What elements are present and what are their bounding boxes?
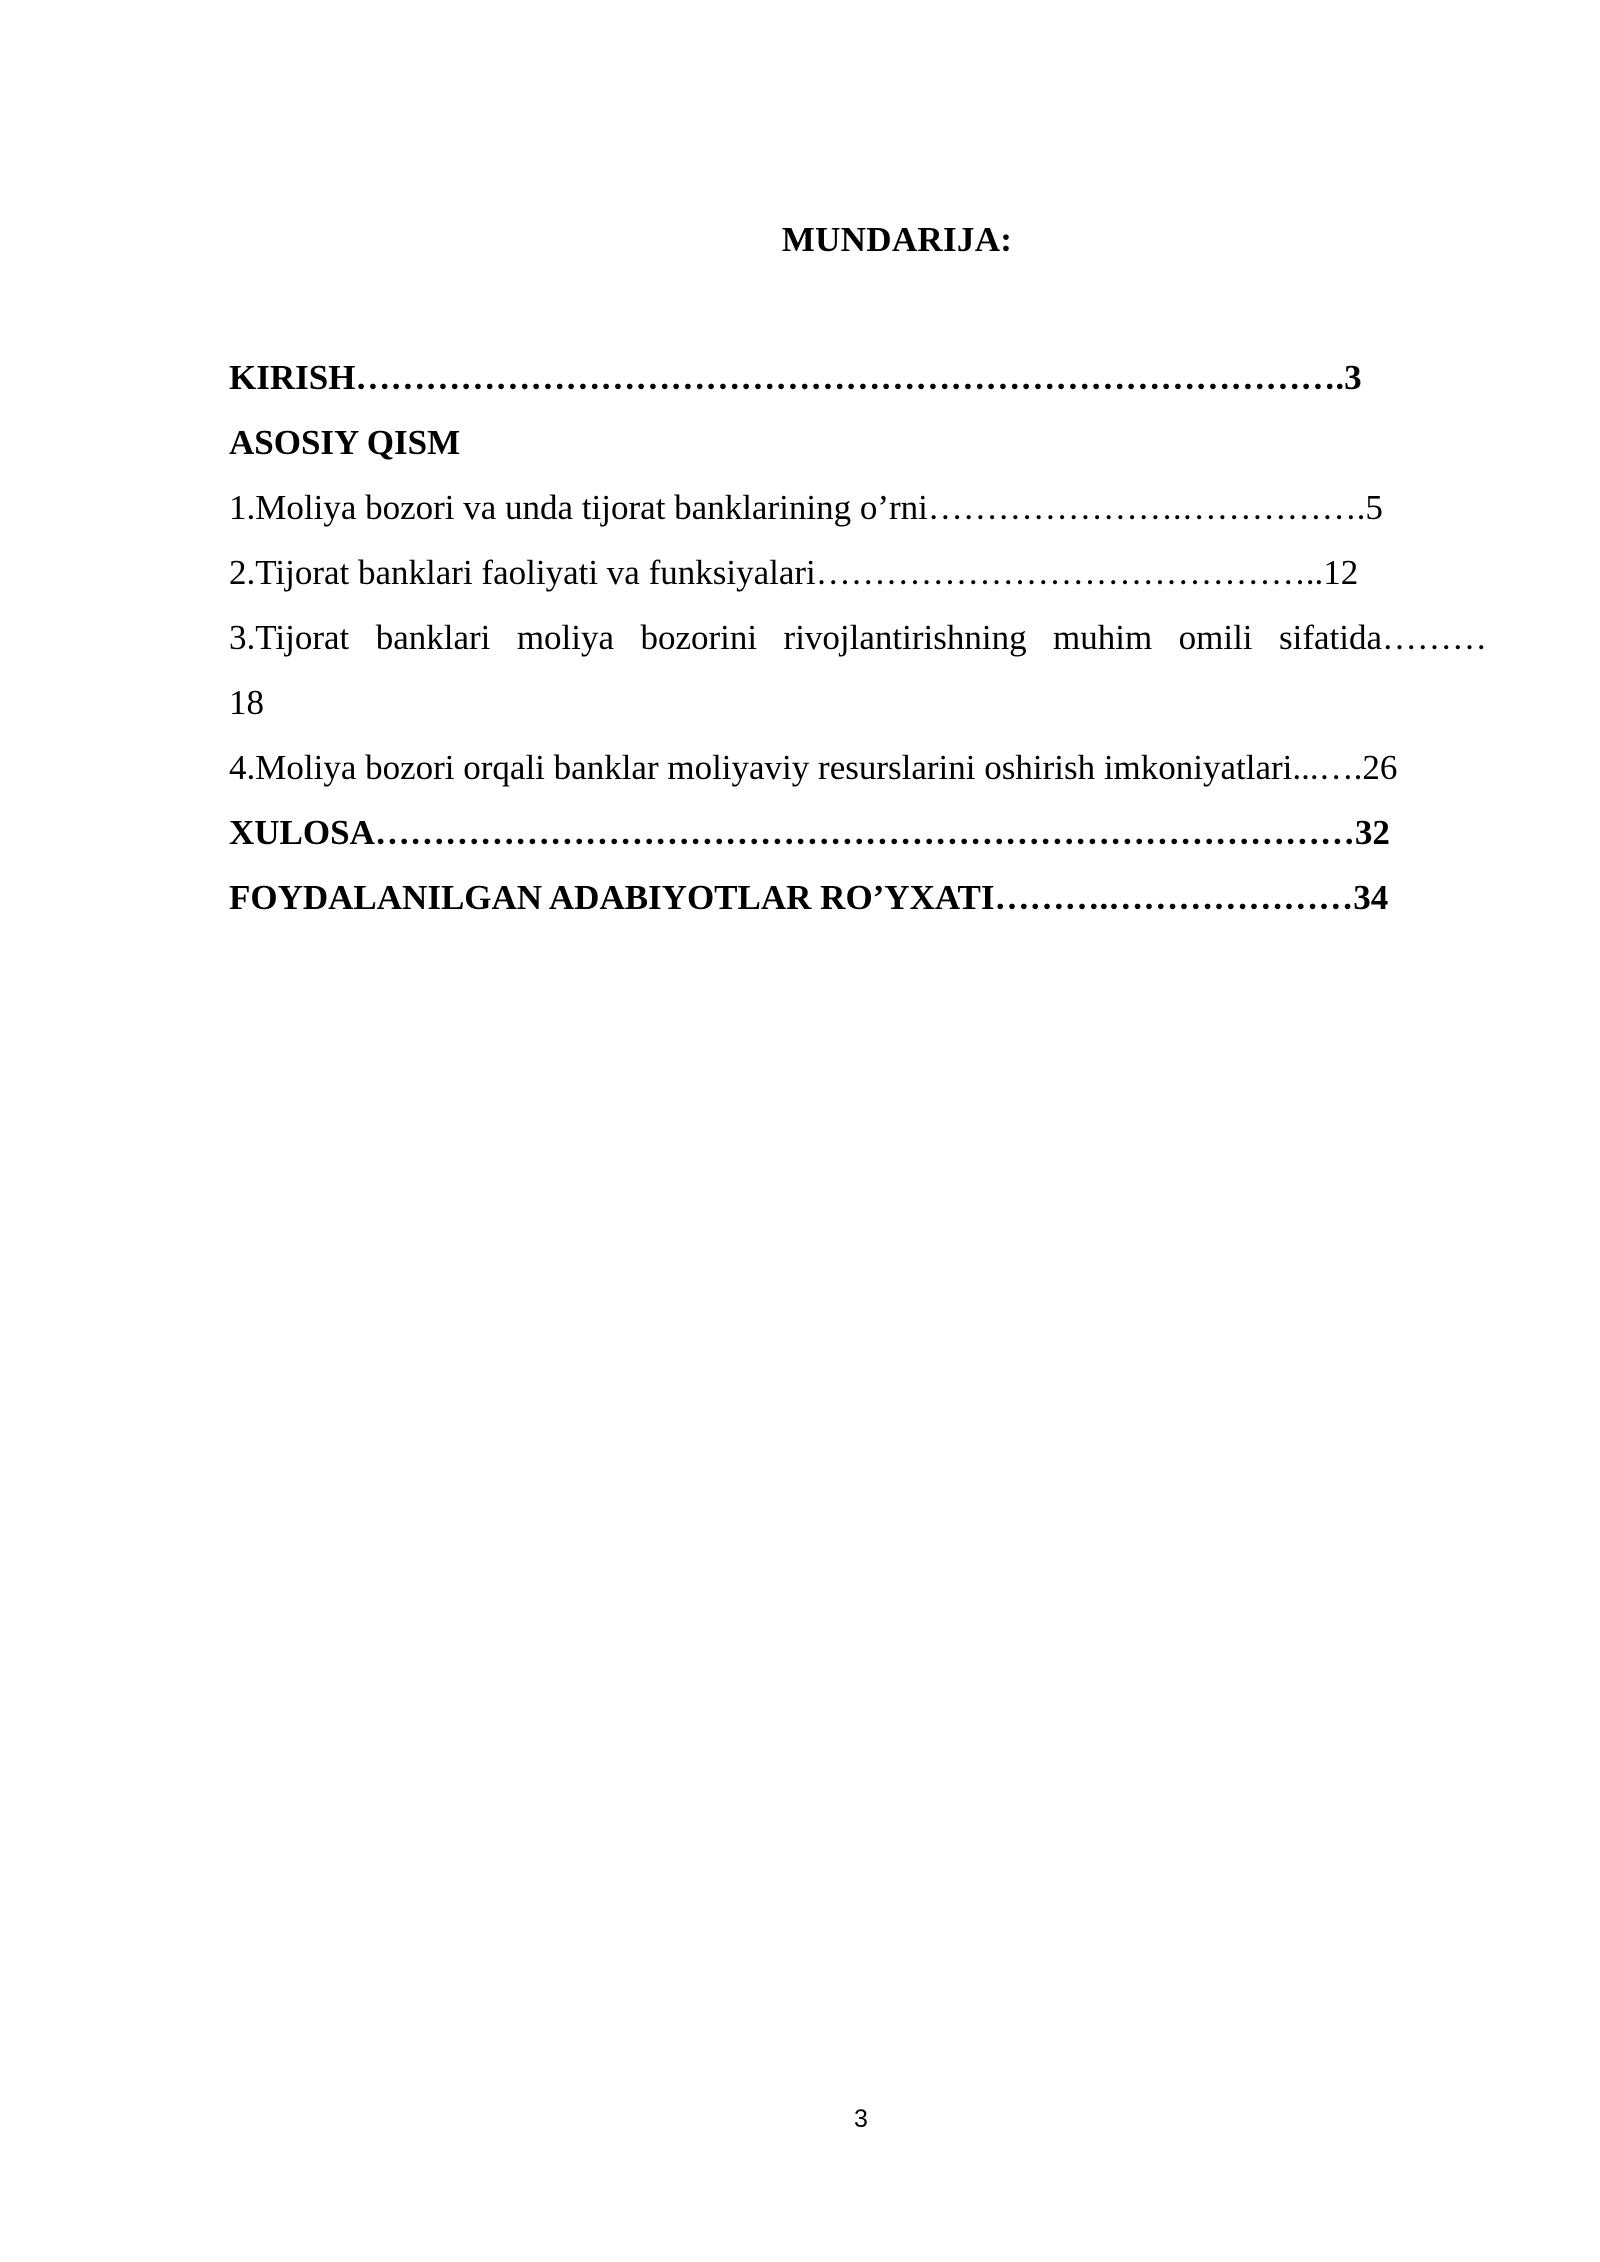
toc-entry-3-page: 18	[229, 683, 264, 722]
toc-entry-3: 3.Tijorat banklari moliya bozorini rivojlantirishning muhim omili sifatida………	[229, 618, 1487, 657]
toc-entry-kirish: KIRISH………………………………………………………………………….3	[229, 358, 1362, 397]
toc-entry-2: 2.Tijorat banklari faoliyati va funksiyalari……………………………………..12	[229, 553, 1359, 592]
table-of-contents	[229, 345, 1487, 930]
toc-entry-1: 1.Moliya bozori va unda tijorat banklarining o’rni………………….…………….5	[229, 488, 1383, 527]
toc-entry-xulosa: XULOSA…………………………………………………………………………32	[229, 813, 1390, 852]
toc-entry-adabiyotlar: FOYDALANILGAN ADABIYOTLAR RO’YXATI……….…………………34	[229, 878, 1389, 917]
toc-entry-4: 4.Moliya bozori orqali banklar moliyaviy resurslarini oshirish imkoniyatlari...….26	[229, 748, 1398, 787]
page-title: MUNDARIJA:	[781, 220, 1013, 259]
page-number: 3	[854, 2105, 868, 2133]
toc-heading-asosiy-qism: ASOSIY QISM	[229, 423, 461, 462]
